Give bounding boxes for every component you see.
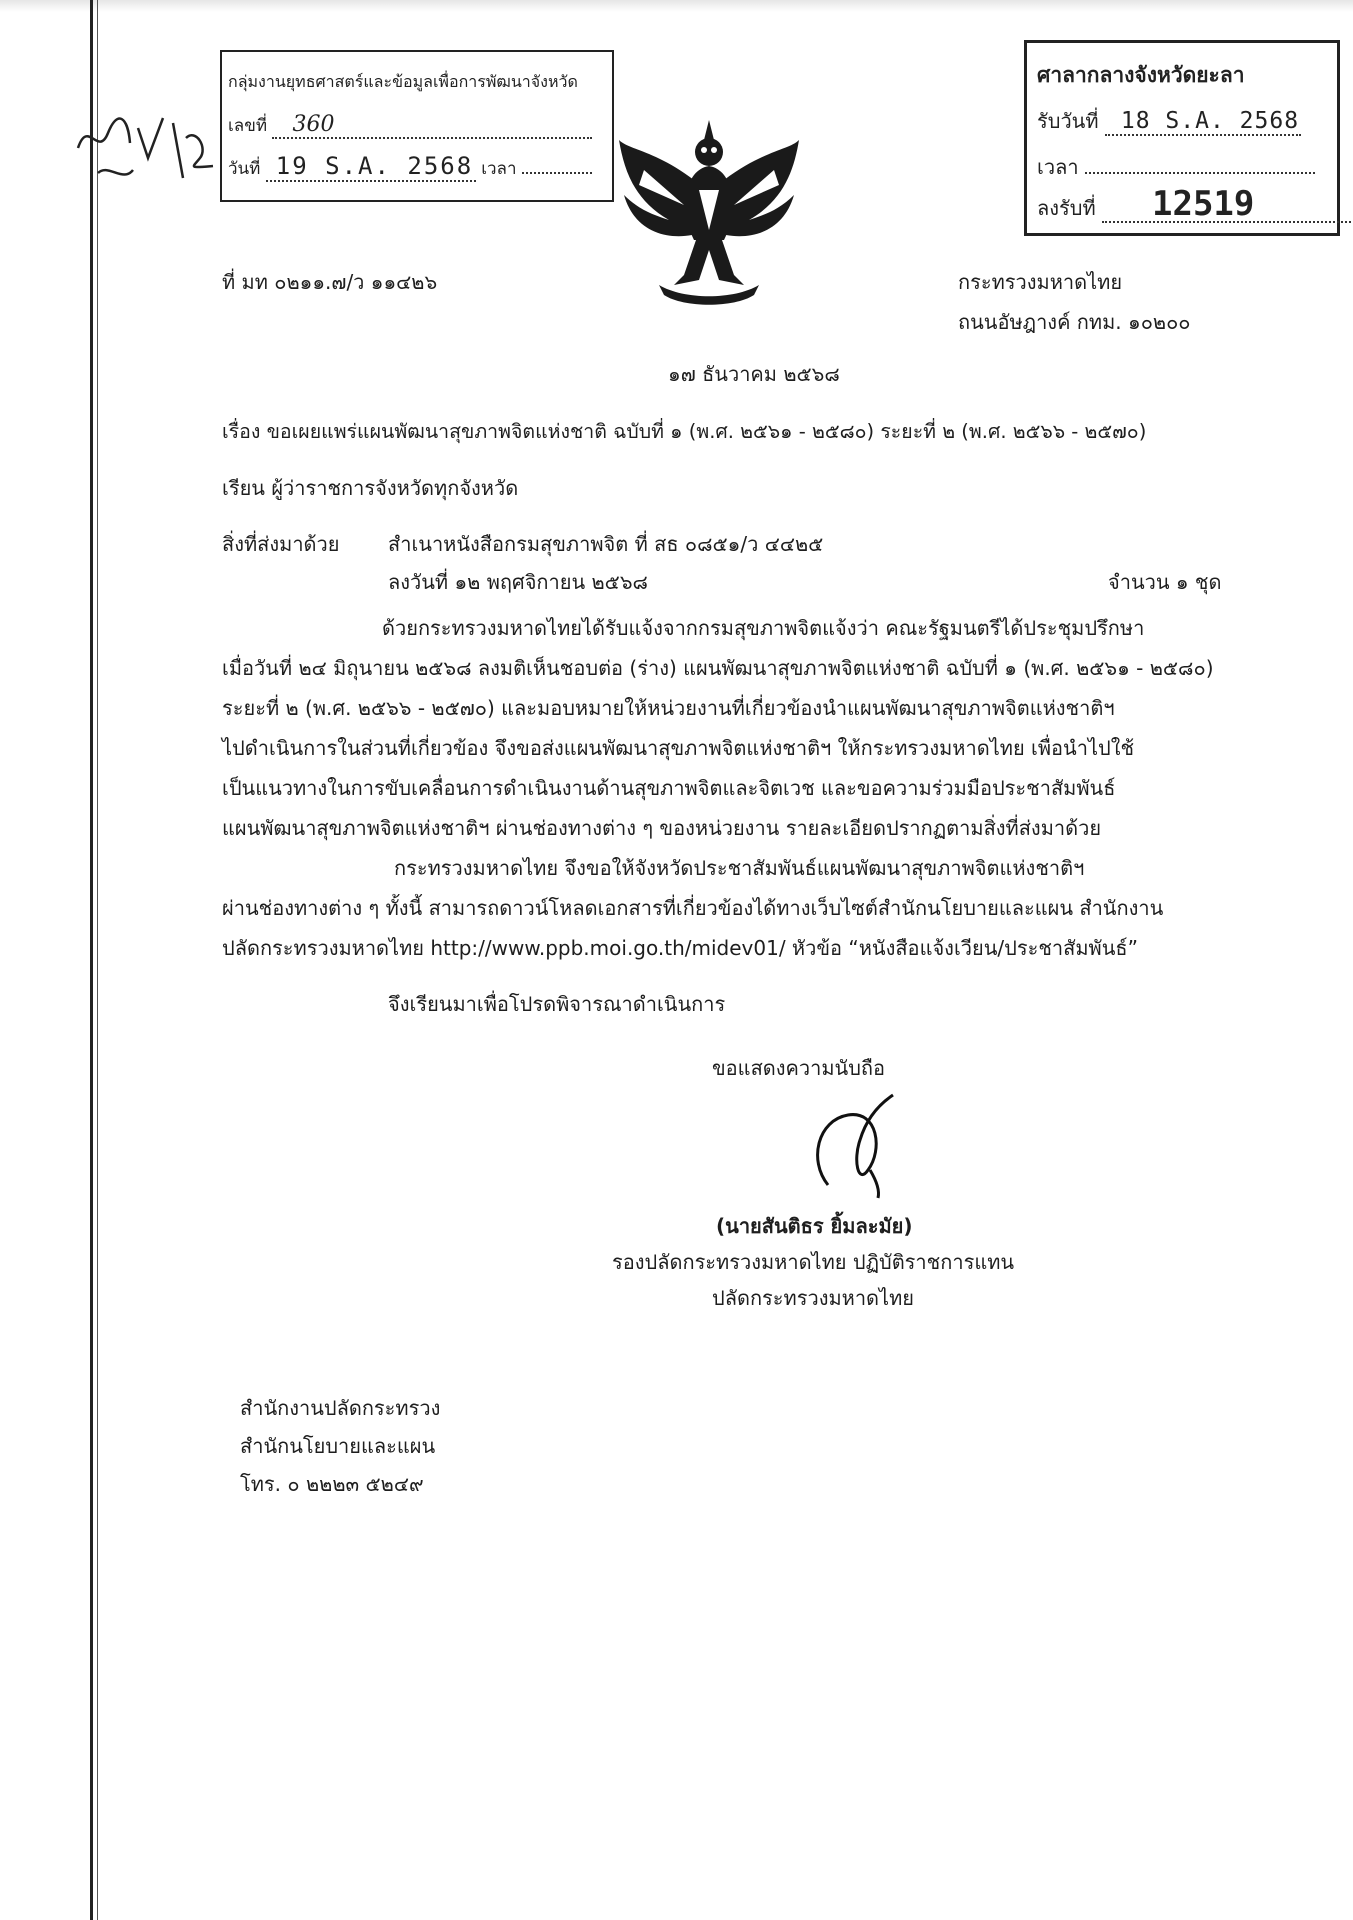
enclosure-label: สิ่งที่ส่งมาด้วย [222,532,340,556]
stamp-right-reg-row [1037,184,1353,224]
stamp-right-org: ศาลากลางจังหวัดยะลา [1037,63,1245,87]
stamp-right-time-row [1037,151,1315,183]
received-stamp-provincial-strategy [220,50,614,202]
stamp-number-label: เลขที่ [228,116,268,136]
paragraph-line: กระทรวงมหาดไทย จึงขอให้จังหวัดประชาสัมพันธ์แผนพัฒนาสุขภาพจิตแห่งชาติฯ [394,856,1085,880]
body-paragraph-1 [222,608,1282,848]
enclosure-line-2: ลงวันที่ ๑๒ พฤศจิกายน ๒๕๖๘ [388,570,648,594]
binding-margin-line-inner [97,0,98,1920]
signer-name: (นายสันติธร ยิ้มละมัย) [716,1214,913,1238]
stamp-number-value: 360 [272,112,592,139]
letter-ministry: กระทรวงมหาดไทย [958,270,1123,294]
paragraph-line: ด้วยกระทรวงมหาดไทยได้รับแจ้งจากกรมสุขภาพจิตแจ้งว่า คณะรัฐมนตรีได้ประชุมปรึกษา [382,616,1145,640]
stamp-time-value [522,172,592,174]
footer-division: สำนักนโยบายและแผน [240,1434,436,1458]
letter-date: ๑๗ ธันวาคม ๒๕๖๘ [668,362,840,386]
enclosure-line-1: สำเนาหนังสือกรมสุขภาพจิต ที่ สธ ๐๘๕๑/ว ๔๔๒๕ [388,532,824,556]
letter-subject: เรื่อง ขอเผยแพร่แผนพัฒนาสุขภาพจิตแห่งชาติ ฉบับที่ ๑ (พ.ศ. ๒๕๖๑ - ๒๕๘๐) ระยะที่ ๒ (พ.ศ. ๒๕๖๖ - ๒๕๗๐) [222,420,1147,443]
paragraph-line: เมื่อวันที่ ๒๔ มิถุนายน ๒๕๖๘ ลงมติเห็นชอบต่อ (ร่าง) แผนพัฒนาสุขภาพจิตแห่งชาติ ฉบับที่ ๑ (พ.ศ. ๒๕๖๑ - ๒๕๘๐) [222,656,1214,680]
stamp-time-label: เวลา [481,159,517,179]
footer-phone: โทร. ๐ ๒๒๒๓ ๕๒๔๙ [240,1472,424,1496]
stamp-date-label: วันที่ [228,159,261,179]
received-stamp-yala-city-hall [1024,40,1340,236]
paragraph-line: ปลัดกระทรวงมหาดไทย http://www.ppb.moi.go.th/midev01/ หัวข้อ “หนังสือแจ้งเวียน/ประชาสัมพันธ์” [222,936,1138,960]
letter-recipient: เรียน ผู้ว่าราชการจังหวัดทุกจังหวัด [222,476,519,500]
garuda-emblem-icon [614,110,804,310]
stamp-org-line: กลุ่มงานยุทธศาสตร์และข้อมูลเพื่อการพัฒนาจังหวัด [228,72,578,91]
stamp-right-date-label: รับวันที่ [1037,109,1099,133]
stamp-right-time-value [1085,172,1315,174]
complimentary-close: ขอแสดงความนับถือ [712,1056,886,1080]
stamp-right-date-row [1037,105,1301,137]
binding-margin-line [90,0,93,1920]
closing-sentence: จึงเรียนมาเพื่อโปรดพิจารณาดำเนินการ [388,992,726,1016]
handwritten-note [68,88,218,208]
stamp-right-reg-label: ลงรับที่ [1037,196,1096,220]
paragraph-line: ผ่านช่องทางต่าง ๆ ทั้งนี้ สามารถดาวน์โหลดเอกสารที่เกี่ยวข้องได้ทางเว็บไซต์สำนักนโยบายและแผน สำนักงาน [222,896,1164,920]
letter-address: ถนนอัษฎางค์ กทม. ๑๐๒๐๐ [958,310,1191,334]
footer-office: สำนักงานปลัดกระทรวง [240,1396,441,1420]
paragraph-line: ระยะที่ ๒ (พ.ศ. ๒๕๖๖ - ๒๕๗๐) และมอบหมายให้หน่วยงานที่เกี่ยวข้องนำแผนพัฒนาสุขภาพจิตแห่งชาติฯ [222,696,1115,720]
scan-edge [0,0,1353,12]
stamp-right-time-label: เวลา [1037,155,1079,179]
stamp-number-row [228,112,592,139]
paragraph-line: เป็นแนวทางในการขับเคลื่อนการดำเนินงานด้านสุขภาพจิตและจิตเวช และขอความร่วมมือประชาสัมพันธ์ [222,776,1116,800]
paragraph-line: ไปดำเนินการในส่วนที่เกี่ยวข้อง จึงขอส่งแผนพัฒนาสุขภาพจิตแห่งชาติฯ ให้กระทรวงมหาดไทย เพื่อนำไปใช้ [222,736,1135,760]
enclosure-quantity: จำนวน ๑ ชุด [1108,570,1222,594]
stamp-right-date-value: 18 S.A. 2568 [1105,108,1301,136]
stamp-right-reg-value: 12519 [1102,187,1353,223]
letter-reference-number: ที่ มท ๐๒๑๑.๗/ว ๑๑๔๒๖ [222,270,438,294]
signer-title-2: ปลัดกระทรวงมหาดไทย [712,1286,915,1310]
paragraph-line: แผนพัฒนาสุขภาพจิตแห่งชาติฯ ผ่านช่องทางต่าง ๆ ของหน่วยงาน รายละเอียดปรากฏตามสิ่งที่ส่งมาด้วย [222,816,1102,840]
handwritten-signature-icon [798,1090,908,1200]
signer-title-1: รองปลัดกระทรวงมหาดไทย ปฏิบัติราชการแทน [612,1250,1015,1274]
body-paragraph-2 [222,848,1282,968]
stamp-date-row [228,152,592,182]
stamp-date-value: 19 S.A. 2568 [266,152,476,182]
